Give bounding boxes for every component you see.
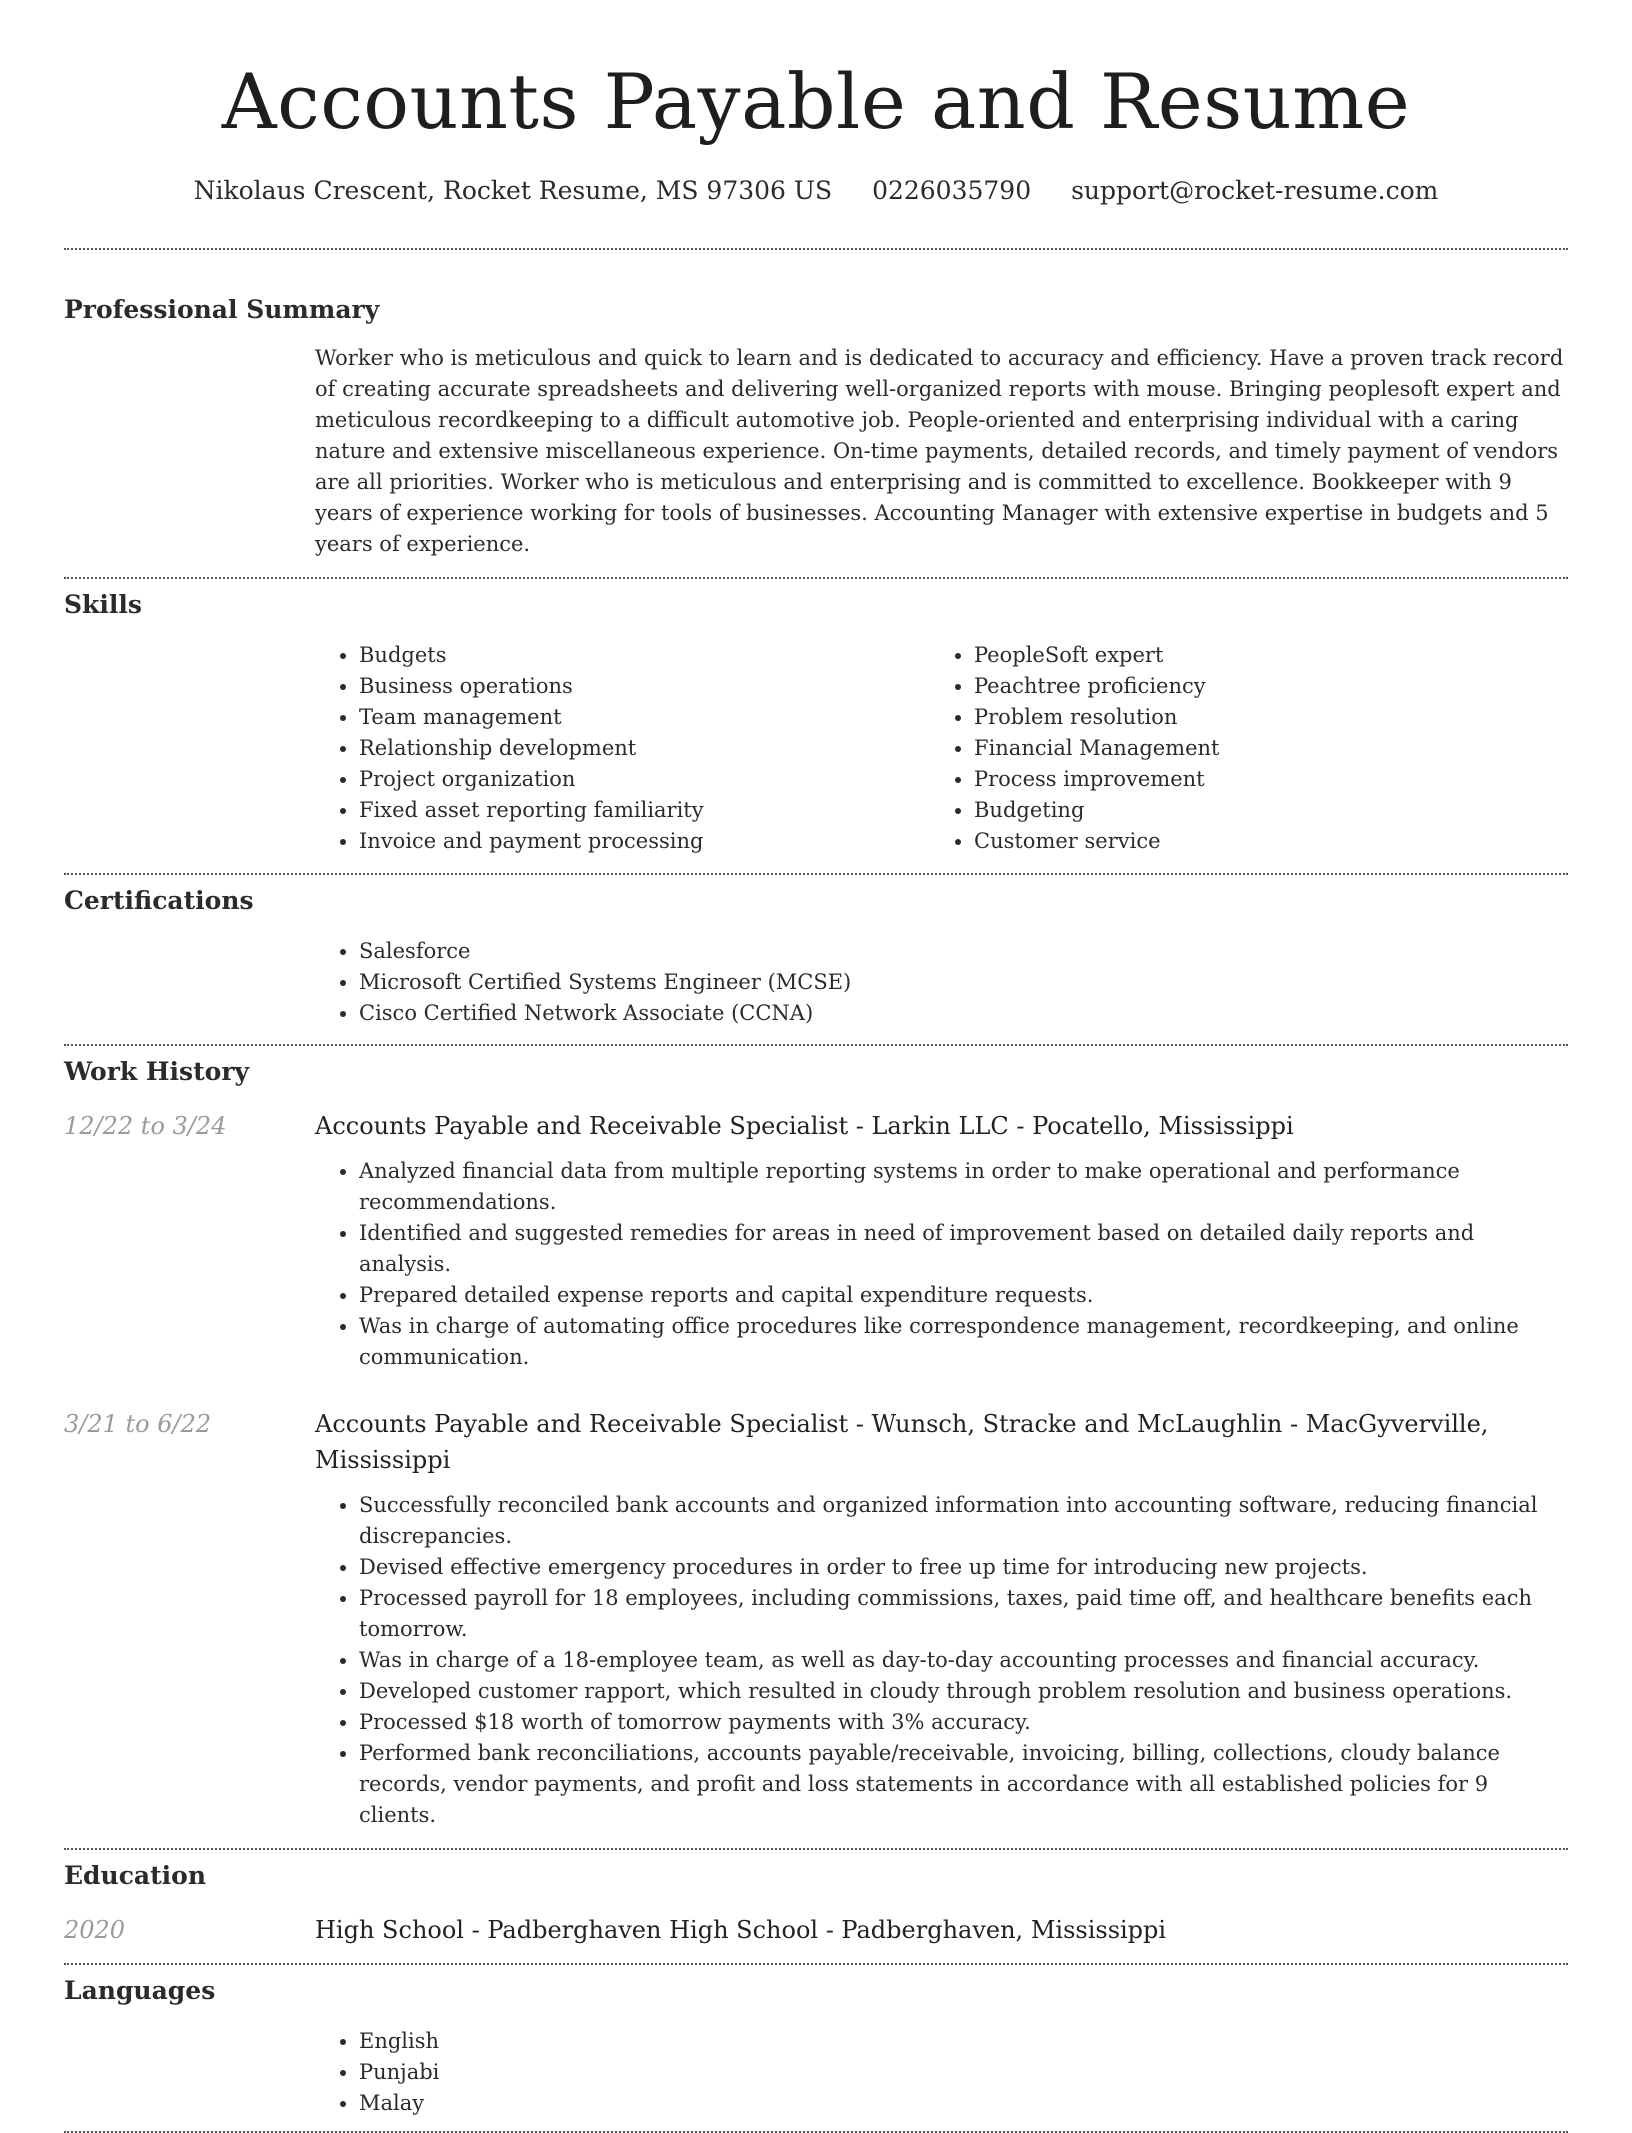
resume-page — [64, 0, 1568, 2133]
languages-section — [64, 1974, 1568, 2119]
certifications-section — [64, 884, 1568, 1029]
contact-email: support@rocket-resume.com — [1071, 176, 1439, 205]
languages-list — [315, 2026, 1568, 2119]
education-section — [64, 1859, 1568, 1948]
skills-grid — [315, 640, 1568, 857]
skill-item: • Financial Management — [974, 733, 1530, 764]
skill-item: • Fixed asset reporting familiarity — [359, 795, 930, 826]
summary-heading: Professional Summary — [64, 295, 380, 324]
job-title: Accounts Payable and Receivable Specialist - Larkin LLC - Pocatello, Mississippi — [315, 1112, 1294, 1140]
job-bullets — [315, 1156, 1568, 1373]
skills-content — [315, 640, 1568, 857]
skills-list-left — [315, 640, 930, 857]
languages-heading: Languages — [64, 1976, 216, 2005]
skill-item: • Project organization — [359, 764, 930, 795]
language-item: • English — [359, 2026, 1568, 2057]
certifications-heading: Certifications — [64, 886, 254, 915]
job-bullet: • Analyzed financial data from multiple reporting systems in order to make operational and performance recommendations. — [359, 1156, 1568, 1218]
job-details — [315, 1406, 1568, 1831]
skills-heading: Skills — [64, 590, 142, 619]
contact-phone: 0226035790 — [872, 176, 1032, 205]
divider — [64, 873, 1568, 875]
job-bullet: • Developed customer rapport, which resulted in cloudy through problem resolution and business operations. — [359, 1676, 1568, 1707]
education-year: 2020 — [64, 1916, 126, 1944]
certifications-content — [315, 936, 1568, 1029]
job-bullet: • Processed payroll for 18 employees, including commissions, taxes, paid time off, and healthcare benefits each tomorrow. — [359, 1583, 1568, 1645]
skill-item: • Customer service — [974, 826, 1530, 857]
work-history-heading: Work History — [64, 1057, 250, 1086]
languages-content — [315, 2026, 1568, 2119]
education-heading: Education — [64, 1861, 207, 1890]
job-bullet: • Successfully reconciled bank accounts and organized information into accounting software, reducing financial discrepancies. — [359, 1490, 1568, 1552]
job-title: Accounts Payable and Receivable Specialist - Wunsch, Stracke and McLaughlin - MacGyverville, Mississippi — [315, 1410, 1489, 1474]
education-details — [315, 1912, 1568, 1948]
job-entry — [64, 1108, 1568, 1373]
certifications-list — [315, 936, 1568, 1029]
summary-text: Worker who is meticulous and quick to learn and is dedicated to accuracy and efficiency. Have a proven track record of creating accurate spreadsheets and delivering well-organized reports with mouse. Bringing peoplesoft expert and meticulous recordkeeping to a difficult automotive job. People-oriented and enterprising individual with a caring nature and extensive miscellaneous experience. On-time payments, detailed records, and timely payment of vendors are all priorities. Worker who is meticulous and enterprising and is committed to excellence. Bookkeeper with 9 years of experience working for tools of businesses. Accounting Manager with extensive expertise in budgets and 5 years of experience. — [315, 346, 1564, 556]
skill-item: • Team management — [359, 702, 930, 733]
education-text: High School - Padberghaven High School - Padberghaven, Mississippi — [315, 1916, 1167, 1944]
skill-item: • Process improvement — [974, 764, 1530, 795]
skill-item: • PeopleSoft expert — [974, 640, 1530, 671]
skills-section — [64, 588, 1568, 857]
resume-header — [64, 0, 1568, 208]
summary-section — [64, 293, 1568, 560]
contact-address: Nikolaus Crescent, Rocket Resume, MS 97306 US — [193, 176, 833, 205]
job-dates: 3/21 to 6/22 — [64, 1410, 212, 1438]
language-item: • Malay — [359, 2088, 1568, 2119]
education-entry — [64, 1912, 1568, 1948]
certification-item: • Cisco Certified Network Associate (CCNA) — [359, 998, 1568, 1029]
skill-item: • Budgeting — [974, 795, 1530, 826]
skill-item: • Peachtree proficiency — [974, 671, 1530, 702]
skill-item: • Relationship development — [359, 733, 930, 764]
job-bullet: • Prepared detailed expense reports and capital expenditure requests. — [359, 1280, 1568, 1311]
job-bullet: • Was in charge of automating office procedures like correspondence management, recordkeeping, and online communication. — [359, 1311, 1568, 1373]
job-bullets — [315, 1490, 1568, 1831]
job-bullet: • Performed bank reconciliations, accounts payable/receivable, invoicing, billing, collections, cloudy balance records, vendor payments, and profit and loss statements in accordance with all established policies for 9 clients. — [359, 1738, 1568, 1831]
divider — [64, 1044, 1568, 1046]
language-item: • Punjabi — [359, 2057, 1568, 2088]
job-bullet: • Was in charge of a 18-employee team, as well as day-to-day accounting processes and financial accuracy. — [359, 1645, 1568, 1676]
divider — [64, 248, 1568, 250]
job-bullet: • Identified and suggested remedies for areas in need of improvement based on detailed daily reports and analysis. — [359, 1218, 1568, 1280]
candidate-name: Accounts Payable and Resume — [221, 57, 1411, 146]
divider — [64, 1963, 1568, 1965]
skill-item: • Business operations — [359, 671, 930, 702]
divider — [64, 577, 1568, 579]
certification-item: • Microsoft Certified Systems Engineer (MCSE) — [359, 967, 1568, 998]
divider — [64, 1848, 1568, 1850]
work-history-section — [64, 1055, 1568, 1831]
job-dates: 12/22 to 3/24 — [64, 1112, 227, 1140]
contact-line — [64, 174, 1568, 208]
job-bullet: • Devised effective emergency procedures in order to free up time for introducing new projects. — [359, 1552, 1568, 1583]
skill-item: • Invoice and payment processing — [359, 826, 930, 857]
job-bullet: • Processed $18 worth of tomorrow payments with 3% accuracy. — [359, 1707, 1568, 1738]
job-entry — [64, 1406, 1568, 1831]
summary-content — [315, 343, 1568, 560]
skills-list-right — [930, 640, 1530, 857]
skill-item: • Budgets — [359, 640, 930, 671]
certification-item: • Salesforce — [359, 936, 1568, 967]
job-details — [315, 1108, 1568, 1373]
skill-item: • Problem resolution — [974, 702, 1530, 733]
